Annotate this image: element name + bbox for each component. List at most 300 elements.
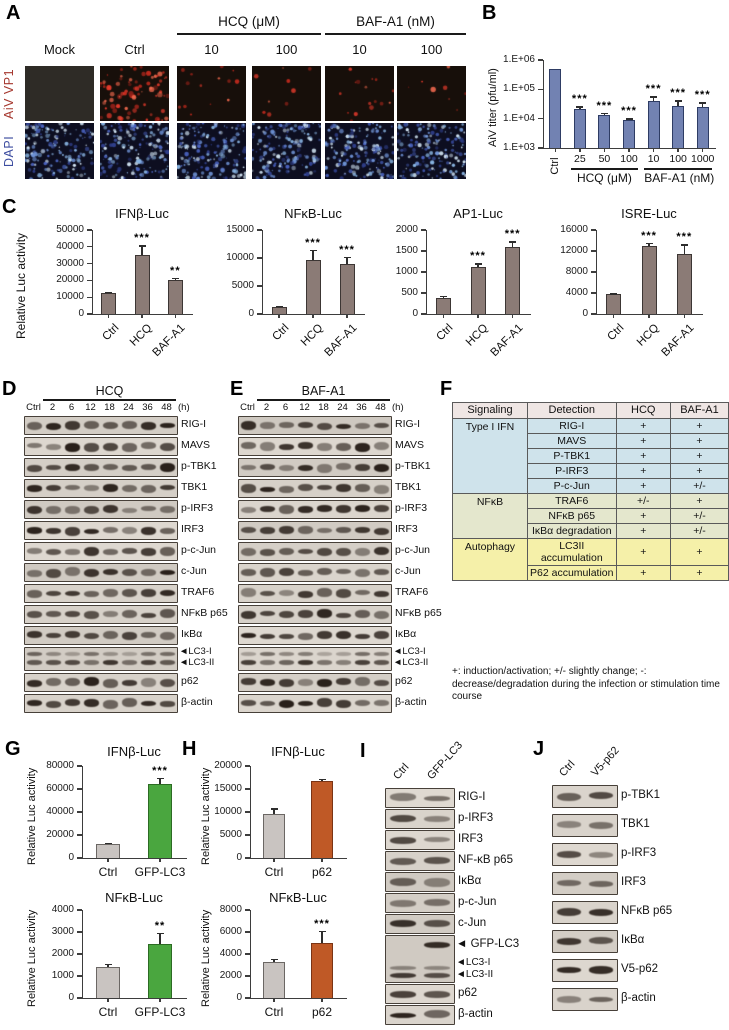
x-category-label: HCQ — [298, 322, 326, 349]
table-cell: + — [670, 463, 728, 478]
blot-box-IRF3 — [552, 872, 618, 895]
protein-band — [27, 660, 41, 665]
blot-box-IκBα — [24, 626, 178, 645]
protein-band — [241, 700, 255, 705]
y-tick-mark — [538, 118, 543, 119]
significance-marker: *** — [641, 229, 657, 242]
x-tick-mark — [321, 998, 322, 1002]
lane-header-label: 36 — [356, 402, 367, 413]
chart-title: IFNβ-Luc — [107, 744, 161, 759]
col-label-mock: Mock — [43, 42, 76, 57]
blot-label-gfp-lc3: ◄ GFP-LC3 — [456, 938, 520, 950]
protein-band — [103, 443, 117, 452]
protein-band — [27, 527, 41, 533]
y-tick-label: 4000 — [51, 904, 74, 915]
bar-1000 — [697, 107, 709, 148]
protein-band — [355, 634, 369, 639]
aiv-vp1-row-label: AiV VP1 — [2, 68, 16, 119]
blot-label-β-actin: β-actin — [458, 1007, 493, 1020]
protein-band — [317, 528, 331, 534]
table-cell: +/- — [670, 524, 728, 539]
x-tick-mark — [512, 314, 513, 318]
bar-Ctrl — [101, 293, 116, 314]
protein-band — [424, 966, 449, 970]
bar-25 — [574, 109, 586, 148]
bar-HCQ — [471, 267, 486, 314]
y-tick-mark — [87, 280, 92, 281]
table-cell: + — [670, 493, 728, 508]
protein-band — [317, 548, 331, 556]
bar-Ctrl — [272, 307, 287, 314]
protein-band — [424, 837, 450, 842]
y-tick-mark — [245, 857, 250, 858]
bar-BAF-A1 — [505, 247, 520, 314]
y-tick-label: 10000 — [214, 806, 242, 817]
protein-band — [241, 633, 255, 638]
protein-band — [65, 549, 79, 554]
lane-header-label: 6 — [282, 402, 289, 413]
protein-band — [122, 632, 136, 640]
protein-band — [160, 609, 174, 618]
y-axis-label: AiV titer (pfu/ml) — [487, 68, 499, 148]
protein-band — [390, 858, 416, 865]
protein-band — [589, 909, 613, 916]
blot-label-p-IRF3: p-IRF3 — [458, 811, 494, 824]
table-cell: + — [670, 566, 728, 581]
protein-band — [27, 443, 41, 449]
protein-band — [141, 442, 155, 449]
y-tick-label: 1.E+04 — [503, 112, 535, 124]
protein-band — [65, 611, 79, 617]
table-footnote: +: induction/activation; +/- slightly change; -: decrease/degradation during the infection or stimulation time course — [452, 666, 720, 702]
y-tick-mark — [245, 975, 250, 976]
protein-band — [160, 506, 174, 513]
chart-title: ISRE-Luc — [621, 206, 677, 221]
x-tick-mark — [677, 148, 678, 152]
error-bar-cap — [650, 96, 657, 97]
lane-label-GFP-LC3: GFP-LC3 — [425, 739, 466, 782]
protein-band — [122, 421, 136, 429]
protein-band — [298, 570, 312, 575]
error-bar-cap — [172, 278, 179, 279]
blot-label-p-TBK1: p-TBK1 — [395, 460, 431, 472]
chart-isre-luc — [552, 206, 712, 370]
protein-band — [122, 443, 136, 451]
protein-band — [336, 589, 350, 597]
y-tick-mark — [87, 246, 92, 247]
lane-unit-label: (h) — [178, 402, 190, 413]
section-cell-NFκB: NFκB — [453, 493, 528, 538]
bar-BAF-A1 — [677, 254, 692, 314]
blot-box-lc3 — [24, 647, 178, 671]
protein-band — [336, 569, 350, 575]
blot-label-line: ◄LC3-I — [393, 646, 426, 657]
blot-label-β-actin: β-actin — [395, 696, 427, 708]
y-tick-label: 500 — [401, 287, 418, 298]
protein-band — [141, 548, 155, 555]
blot-box-NFκB p65 — [238, 605, 392, 624]
chart-nfkb-luc — [220, 206, 370, 370]
bar-50 — [598, 115, 610, 148]
protein-band — [84, 443, 98, 452]
y-tick-mark — [245, 953, 250, 954]
x-category-label: BAF-A1 — [322, 322, 360, 359]
protein-band — [141, 422, 155, 430]
protein-band — [279, 444, 293, 450]
y-tick-mark — [591, 250, 596, 251]
x-category-label: p62 — [311, 865, 333, 879]
y-tick-mark — [421, 292, 426, 293]
group-underline — [571, 168, 639, 170]
protein-band — [27, 485, 41, 491]
bar-Ctrl — [96, 967, 120, 998]
protein-band — [298, 660, 312, 665]
bar-Ctrl — [549, 69, 561, 148]
protein-band — [65, 443, 79, 452]
protein-band — [298, 422, 312, 428]
x-category-label: 10 — [647, 153, 660, 165]
blot-label-p-c-Jun: p-c-Jun — [395, 544, 431, 556]
blot-box-p-TBK1 — [552, 785, 618, 808]
lane-header-label: 24 — [123, 402, 134, 413]
x-category-label: HCQ — [634, 322, 662, 349]
x-tick-mark — [346, 314, 347, 318]
x-category-label: BAF-A1 — [150, 322, 188, 359]
blot-group-title: HCQ — [95, 384, 124, 398]
protein-band — [160, 570, 174, 575]
protein-band — [374, 591, 388, 597]
protein-band — [160, 547, 174, 556]
protein-band — [84, 529, 98, 535]
protein-band — [65, 485, 79, 490]
protein-band — [84, 547, 98, 556]
y-tick-mark — [591, 229, 596, 230]
blot-label-IκBα: IκBα — [458, 874, 482, 887]
protein-band — [355, 505, 369, 512]
micrograph-dapi-Ctrl — [100, 123, 169, 179]
protein-band — [65, 631, 79, 638]
error-bar-cap — [610, 293, 617, 294]
protein-band — [374, 423, 388, 429]
x-category-label: Ctrl — [434, 322, 456, 344]
protein-band — [103, 611, 117, 617]
protein-band — [260, 568, 274, 577]
protein-band — [374, 505, 388, 512]
protein-band — [557, 851, 581, 858]
bar-100 — [623, 120, 635, 148]
group-label: BAF-A1 (nM) — [644, 171, 715, 185]
protein-band — [46, 701, 60, 708]
protein-band — [336, 548, 350, 557]
y-tick-label: 1.E+06 — [503, 54, 535, 65]
protein-band — [390, 973, 415, 978]
protein-band — [424, 857, 450, 864]
protein-band — [241, 548, 255, 556]
section-cell-Type I IFN: Type I IFN — [453, 418, 528, 493]
protein-band — [374, 528, 388, 535]
blot-label-c-Jun: c-Jun — [395, 565, 421, 577]
panel-e-label: E — [230, 378, 244, 400]
protein-band — [84, 591, 98, 597]
protein-band — [65, 678, 79, 687]
error-bar-cap — [440, 296, 447, 297]
protein-band — [298, 506, 312, 513]
protein-band — [355, 652, 369, 656]
error-bar — [141, 245, 142, 255]
blot-label-TBK1: TBK1 — [621, 818, 650, 830]
protein-band — [103, 631, 117, 640]
protein-band — [589, 966, 613, 974]
lane-header-label: 2 — [263, 402, 270, 413]
micrograph-aiv-10 — [325, 66, 394, 121]
blot-group-title: BAF-A1 — [301, 384, 346, 398]
blot-box-MAVS — [24, 437, 178, 456]
protein-band — [65, 421, 79, 430]
y-tick-mark — [591, 271, 596, 272]
blot-box-V5-p62 — [552, 959, 618, 982]
protein-band — [141, 506, 155, 511]
protein-band — [336, 700, 350, 708]
protein-band — [27, 652, 41, 656]
lane-header-label: 18 — [104, 402, 115, 413]
protein-band — [298, 442, 312, 449]
protein-band — [27, 700, 41, 706]
blot-box-p-IRF3 — [24, 500, 178, 519]
protein-band — [260, 487, 274, 492]
y-tick-label: 10000 — [226, 252, 254, 263]
protein-band — [46, 423, 60, 430]
blot-label-line: ◄LC3-II — [456, 969, 494, 980]
x-category-label: BAF-A1 — [659, 322, 697, 359]
protein-band — [355, 464, 369, 471]
blot-label-RIG-I: RIG-I — [395, 418, 421, 430]
chart-title: IFNβ-Luc — [115, 206, 169, 221]
lane-label-V5-p62: V5-p62 — [589, 744, 622, 779]
blot-box-TRAF6 — [24, 584, 178, 603]
protein-band — [103, 679, 117, 688]
y-tick-label: 0 — [248, 308, 254, 319]
y-tick-mark — [77, 765, 82, 766]
y-tick-label: 5000 — [231, 280, 254, 291]
protein-band — [317, 588, 331, 596]
y-tick-mark — [538, 59, 543, 60]
protein-band — [374, 485, 388, 493]
protein-band — [46, 549, 60, 555]
protein-band — [279, 526, 293, 534]
protein-band — [84, 699, 98, 707]
y-tick-mark — [591, 292, 596, 293]
significance-marker: *** — [676, 231, 693, 244]
x-tick-mark — [628, 148, 629, 152]
y-tick-mark — [77, 953, 82, 954]
blot-box-p-TBK1 — [24, 458, 178, 477]
blot-box-IRF3 — [238, 521, 392, 540]
table-cell: NFκB p65 — [527, 509, 616, 524]
protein-band — [160, 679, 174, 688]
protein-band — [424, 816, 450, 822]
blot-label-IRF3: IRF3 — [395, 523, 418, 535]
protein-band — [390, 878, 416, 886]
blot-box-IκBα — [385, 872, 455, 892]
table-cell: P-c-Jun — [527, 478, 616, 493]
blot-box-IκBα — [238, 626, 392, 645]
table-cell: LC3II accumulation — [527, 539, 616, 566]
x-tick-mark — [278, 314, 279, 318]
significance-marker: *** — [134, 232, 150, 245]
blot-label-line: ◄LC3-I — [456, 957, 491, 968]
protein-band — [65, 591, 79, 597]
blot-label-p62: p62 — [181, 675, 199, 687]
table-cell: MAVS — [527, 433, 616, 448]
signaling-summary-table — [452, 402, 729, 581]
protein-band — [279, 611, 293, 618]
panel-h-label: H — [182, 738, 197, 760]
protein-band — [160, 590, 174, 596]
blot-label-p-c-Jun: p-c-Jun — [181, 544, 217, 556]
protein-band — [355, 677, 369, 686]
protein-band — [336, 484, 350, 492]
error-bar-cap — [271, 808, 278, 809]
chart-ifnb-luc — [46, 206, 198, 370]
protein-band — [160, 463, 174, 472]
protein-band — [103, 652, 117, 656]
x-category-label: GFP-LC3 — [134, 865, 186, 879]
protein-band — [390, 837, 416, 844]
protein-band — [122, 610, 136, 618]
protein-band — [27, 570, 41, 577]
table-cell: + — [616, 478, 670, 493]
y-axis-label: Relative Luc activity — [200, 767, 212, 865]
protein-band — [241, 611, 255, 619]
lane-label-Ctrl: Ctrl — [557, 758, 578, 779]
chart-h-ifnb-luc — [200, 744, 364, 890]
protein-band — [122, 527, 136, 534]
y-tick-mark — [77, 834, 82, 835]
protein-band — [355, 484, 369, 492]
blot-box-NFκB p65 — [24, 605, 178, 624]
y-axis-label: Relative Luc activity — [26, 909, 38, 1007]
significance-marker: ** — [154, 920, 166, 933]
protein-band — [298, 591, 312, 598]
y-tick-label: 8000 — [565, 266, 588, 277]
blot-label-p-c-Jun: p-c-Jun — [458, 895, 497, 908]
panel-i-label: I — [360, 740, 366, 762]
panel-j-blots — [552, 744, 729, 1030]
protein-band — [589, 792, 613, 799]
x-category-label: Ctrl — [549, 157, 562, 175]
protein-band — [241, 678, 255, 684]
error-bar-cap — [475, 263, 482, 264]
protein-band — [103, 464, 117, 470]
lane-header-label: Ctrl — [240, 402, 255, 413]
lane-header-label: 2 — [49, 402, 56, 413]
group-label: HCQ (μM) — [576, 171, 632, 185]
y-tick-mark — [77, 909, 82, 910]
micrograph-aiv-Ctrl — [100, 66, 169, 121]
blot-label-TBK1: TBK1 — [181, 481, 208, 493]
protein-band — [46, 569, 60, 578]
blot-label-RIG-I: RIG-I — [458, 790, 486, 803]
y-tick-label: 40000 — [56, 240, 84, 252]
blot-label-V5-p62: V5-p62 — [621, 963, 659, 975]
table-cell: +/- — [670, 478, 728, 493]
protein-band — [336, 463, 350, 470]
y-tick-label: 0 — [582, 308, 588, 319]
y-tick-mark — [77, 997, 82, 998]
panel-d-blots — [24, 384, 236, 724]
protein-band — [260, 611, 274, 616]
y-tick-mark — [421, 250, 426, 251]
protein-band — [241, 484, 255, 493]
chart-ap1-luc — [390, 206, 538, 370]
protein-band — [355, 660, 369, 665]
bar-HCQ — [642, 246, 657, 314]
protein-band — [390, 991, 416, 998]
protein-band — [390, 793, 416, 801]
significance-marker: *** — [645, 83, 662, 96]
y-tick-label: 4000 — [565, 287, 588, 298]
x-category-label: BAF-A1 — [488, 322, 526, 359]
protein-band — [374, 611, 388, 619]
blot-box-c-Jun — [24, 563, 178, 582]
x-tick-mark — [684, 314, 685, 318]
bar-Ctrl — [96, 844, 120, 858]
table-cell: + — [616, 509, 670, 524]
protein-band — [298, 484, 312, 492]
x-tick-mark — [273, 858, 274, 862]
protein-band — [336, 613, 350, 618]
panel-a-micrographs — [0, 0, 470, 196]
protein-band — [27, 422, 41, 430]
blot-label-line: ◄LC3-II — [179, 657, 215, 669]
significance-marker: *** — [314, 917, 330, 930]
protein-band — [355, 548, 369, 556]
protein-band — [27, 548, 41, 554]
y-tick-mark — [421, 271, 426, 272]
protein-band — [241, 442, 255, 449]
panel-b-label: B — [482, 2, 497, 24]
error-bar-cap — [319, 931, 326, 932]
y-tick-mark — [87, 263, 92, 264]
protein-band — [374, 700, 388, 706]
table-cell: + — [670, 539, 728, 566]
blot-box-p-IRF3 — [552, 843, 618, 866]
protein-band — [46, 611, 60, 617]
y-tick-mark — [87, 297, 92, 298]
x-category-label: 25 — [574, 153, 586, 165]
protein-band — [336, 424, 350, 429]
protein-band — [317, 505, 331, 511]
chart-title: AP1-Luc — [453, 206, 503, 221]
col-label-baf10: 10 — [352, 42, 367, 57]
y-tick-label: 1.E+05 — [503, 83, 535, 95]
lane-header-label: Ctrl — [26, 402, 41, 413]
table-cell: + — [670, 433, 728, 448]
bar-p62 — [311, 943, 333, 998]
protein-band — [27, 506, 41, 514]
protein-band — [84, 464, 98, 471]
x-category-label: Ctrl — [605, 322, 627, 344]
protein-band — [336, 678, 350, 685]
protein-band — [589, 822, 613, 829]
y-tick-mark — [87, 229, 92, 230]
blot-box-lc3 — [238, 647, 392, 671]
protein-band — [317, 679, 331, 687]
protein-band — [160, 701, 174, 706]
x-category-label: Ctrl — [100, 322, 122, 344]
protein-band — [298, 549, 312, 554]
blot-box-p-c-Jun — [238, 542, 392, 561]
